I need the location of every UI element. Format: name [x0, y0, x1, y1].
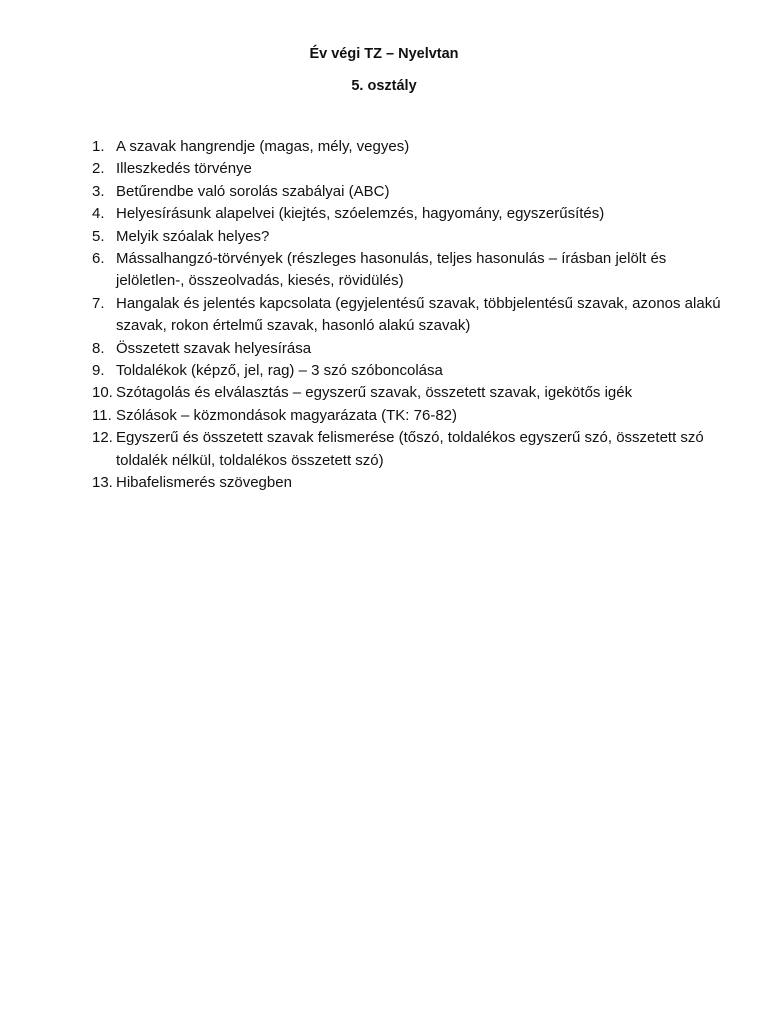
item-number: 12. — [92, 429, 113, 447]
item-text: A szavak hangrendje (magas, mély, vegyes) — [116, 138, 410, 155]
list-item — [92, 158, 732, 180]
list-item — [92, 338, 732, 360]
item-text: Hangalak és jelentés kapcsolata (egyjelentésű szavak, többjelentésű szavak, azonos alakú szavak, rokon értelmű szavak, hasonló alakú szavak) — [116, 294, 721, 335]
list-item — [92, 181, 732, 203]
item-number: 4. — [92, 205, 105, 223]
item-text: Egyszerű és összetett szavak felismerése (tőszó, toldalékos egyszerű szó, összetett szó toldalék nélkül, toldalékos összetett szó) — [116, 429, 704, 469]
list-item — [92, 226, 732, 248]
list-item — [92, 203, 732, 225]
item-text: Illeszkedés törvénye — [116, 160, 252, 178]
item-text: Szótagolás és elválasztás – egyszerű szavak, összetett szavak, igekötős igék — [116, 384, 633, 402]
item-text: Toldalékok (képző, jel, rag) – 3 szó szóboncolása — [116, 362, 443, 380]
item-number: 5. — [92, 227, 105, 245]
list-item — [92, 382, 732, 404]
document-title: Év végi TZ – Nyelvtan — [309, 46, 459, 62]
item-text: Szólások – közmondások magyarázata (TK: 76-82) — [116, 406, 457, 424]
list-item — [92, 136, 732, 158]
list-item — [92, 472, 732, 494]
item-number: 2. — [92, 160, 105, 178]
item-number: 8. — [92, 339, 105, 357]
list-item — [92, 248, 732, 293]
topic-list — [92, 136, 732, 495]
item-text: Betűrendbe való sorolás szabályai (ABC) — [116, 182, 390, 200]
item-text: Mássalhangzó-törvények (részleges hasonulás, teljes hasonulás – írásban jelölt és jelöletlen-, összeolvadás, kiesés, rövidülés) — [116, 250, 667, 290]
item-text: Melyik szóalak helyes? — [116, 227, 270, 245]
item-text: Hibafelismerés szövegben — [116, 474, 292, 492]
item-text: Összetett szavak helyesírása — [116, 339, 312, 357]
list-item — [92, 405, 732, 427]
list-item — [92, 293, 732, 338]
document-subtitle: 5. osztály — [351, 78, 417, 94]
list-item — [92, 360, 732, 382]
item-number: 7. — [92, 294, 105, 312]
item-number: 10. — [92, 384, 113, 402]
item-text: Helyesírásunk alapelvei (kiejtés, szóelemzés, hagyomány, egyszerűsítés) — [116, 205, 605, 223]
item-number: 13. — [92, 474, 113, 492]
item-number: 3. — [92, 182, 105, 200]
item-number: 11. — [92, 406, 112, 424]
item-number: 9. — [92, 362, 105, 380]
item-number: 1. — [92, 138, 105, 155]
list-item — [92, 427, 732, 472]
item-number: 6. — [92, 250, 105, 268]
